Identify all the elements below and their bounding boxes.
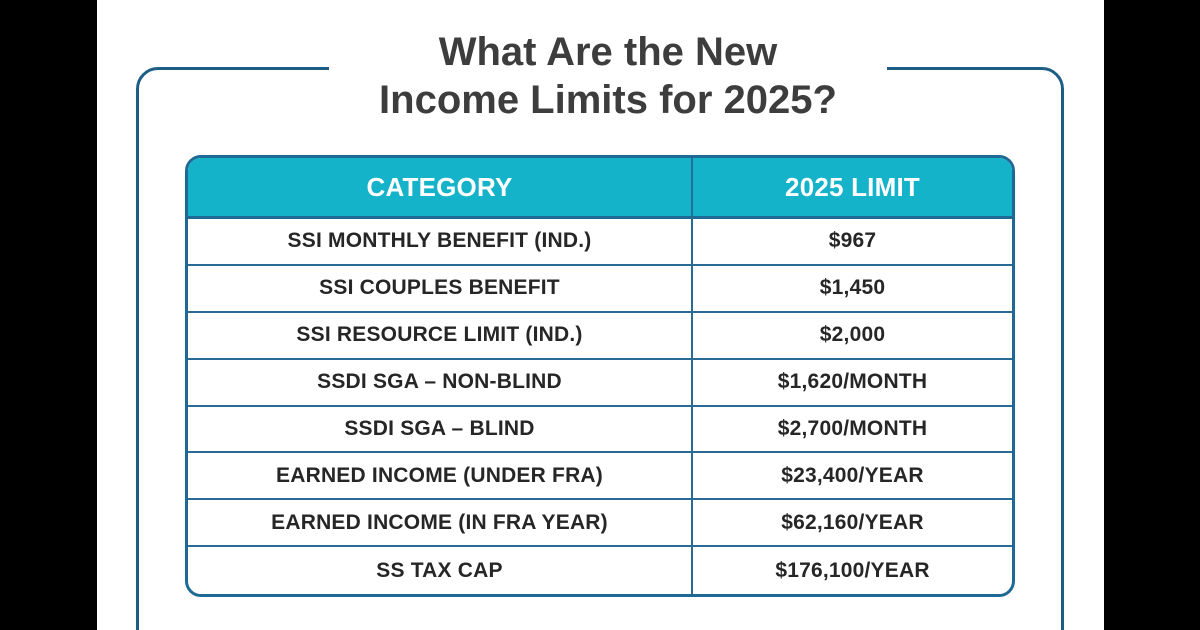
limit-cell: $176,100/YEAR bbox=[775, 558, 930, 582]
category-cell: EARNED INCOME (UNDER FRA) bbox=[188, 453, 693, 500]
title-line-1: What Are the New bbox=[438, 30, 778, 74]
category-cell: EARNED INCOME (IN FRA YEAR) bbox=[188, 500, 693, 547]
income-limits-table bbox=[185, 155, 1015, 597]
limit-cell: $62,160/YEAR bbox=[693, 500, 1012, 547]
category-cell: SSI RESOURCE LIMIT (IND.) bbox=[188, 313, 693, 360]
limit-cell: $23,400/YEAR bbox=[693, 453, 1012, 500]
column-header-limit: 2025 LIMIT bbox=[693, 158, 1012, 219]
limit-cell: $967 bbox=[693, 219, 1012, 266]
limit-cell: $1,620/MONTH bbox=[693, 360, 1012, 407]
limit-cell: $1,450 bbox=[693, 266, 1012, 313]
category-cell: SSI MONTHLY BENEFIT (IND.) bbox=[188, 219, 693, 266]
title-line-2: Income Limits for 2025? bbox=[379, 78, 837, 122]
column-header-category: CATEGORY bbox=[188, 158, 693, 219]
limit-cell: $2,000 bbox=[693, 313, 1012, 360]
limit-cell: $2,700/MONTH bbox=[693, 407, 1012, 454]
category-cell: SSDI SGA – NON-BLIND bbox=[188, 360, 693, 407]
category-cell: SSI COUPLES BENEFIT bbox=[188, 266, 693, 313]
infographic-canvas bbox=[97, 0, 1104, 630]
category-cell: SSDI SGA – BLIND bbox=[188, 407, 693, 454]
category-cell: SS TAX CAP bbox=[188, 547, 693, 594]
page-title bbox=[329, 28, 887, 124]
